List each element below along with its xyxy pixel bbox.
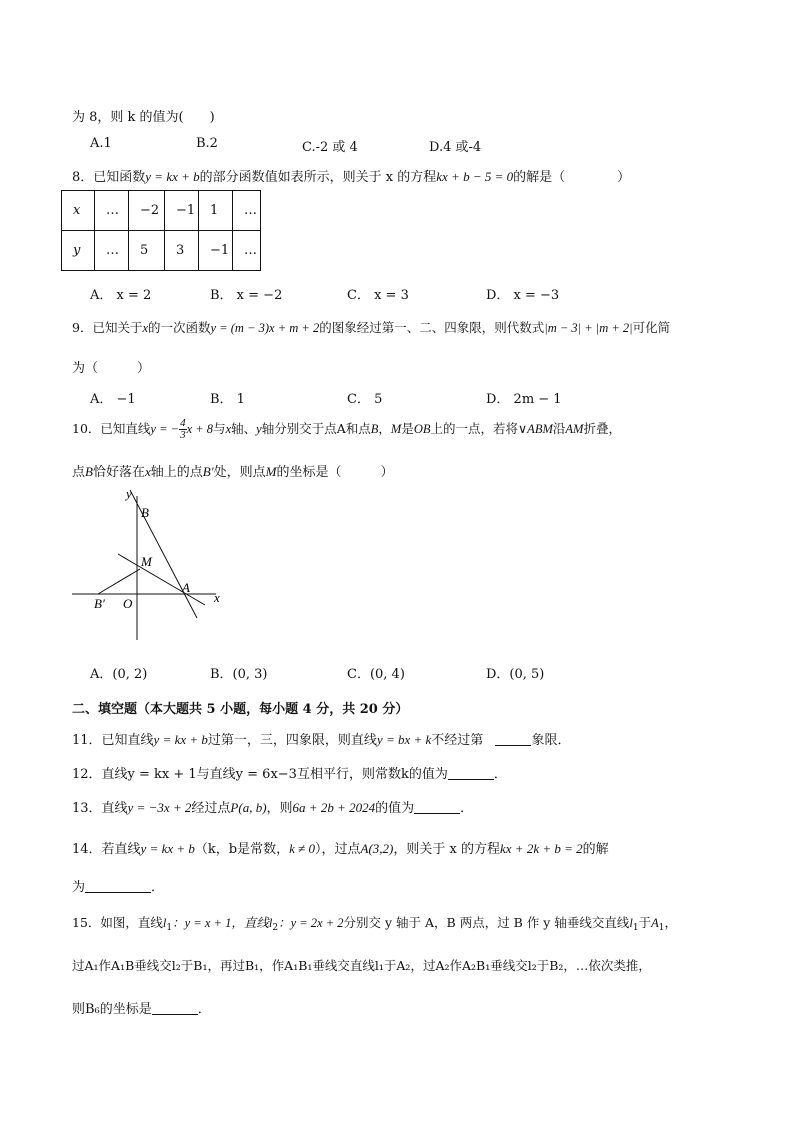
q10-option-d: D．(0, 5) [486, 667, 545, 682]
label-y: y [126, 486, 132, 501]
q7-option-a: A.1 [90, 136, 112, 151]
q7-tail: 为 8，则 k 的值为( ) [72, 110, 215, 125]
q8-function: y = kx + b [145, 169, 200, 184]
q15-stem: 15．如图，直线$l_1$：y = x + 1，直线$l_2$：y = 2x + 2分别交 y 轴于 A，B 两点，过 B 作 y 轴垂线交直线$l_1$于$A_1$， [72, 915, 677, 933]
q8-value-table [61, 190, 261, 271]
label-m: M [141, 554, 152, 569]
q7-option-d: D.4 或-4 [429, 140, 482, 155]
q14-stem-line2: 为 ． [72, 880, 165, 895]
q14-stem: 14．若直线y = kx + b（k，b是常数，k ≠ 0），过点A(3,2)，则关于 x 的方程kx + 2k + b = 2的解 [72, 841, 609, 857]
answer-blank[interactable] [152, 1002, 198, 1015]
q10-figure [66, 484, 236, 646]
answer-blank[interactable] [414, 801, 460, 814]
label-b: B [141, 505, 149, 520]
label-a: A [182, 580, 190, 595]
q12-stem: 12．直线y = kx + 1与直线y = 6x−3互相平行，则常数k的值为 ． [72, 767, 507, 782]
q10-option-a: A．(0, 2) [90, 667, 148, 682]
q9-stem-line2: 为（ ） [72, 361, 151, 376]
q15-stem-line2: 过A₁作A₁B垂线交l₂于B₁，再过B₁，作A₁B₁垂线交直线l₁于A₂，过A₂作A₂B₁垂线交l₂于B₂，…依次类推， [72, 958, 651, 973]
q8-option-a: A． x = 2 [90, 288, 152, 303]
q8-equation: kx + b − 5 = 0 [436, 169, 514, 184]
q10-stem-line2: 点B恰好落在x轴上的点B′处，则点M的坐标是（ ） [72, 464, 394, 480]
label-o: O [123, 596, 133, 611]
q8-option-c: C． x = 3 [347, 288, 409, 303]
q8-option-d: D． x = −3 [486, 288, 560, 303]
q10-option-c: C．(0, 4) [347, 667, 405, 682]
label-bp: B′ [94, 596, 105, 611]
answer-blank[interactable] [495, 733, 531, 746]
q9-expression: |m − 3| + |m + 2| [544, 321, 633, 335]
q11-stem: 11．已知直线y = kx + b过第一，三，四象限，则直线y = bx + k不经过第 象限． [72, 732, 571, 748]
q7-option-c: C.-2 或 4 [302, 140, 358, 155]
answer-blank[interactable] [448, 767, 494, 780]
table-row: y … 5 3 −1 … [62, 231, 261, 271]
q8-stem: 8．已知函数y = kx + b的部分函数值如表所示，则关于 x 的方程kx + b − 5 = 0的解是（ ） [72, 169, 631, 185]
q9-function: y = (m − 3)x + m + 2 [210, 321, 320, 335]
q9-stem: 9．已知关于x的一次函数y = (m − 3)x + m + 2的图象经过第一、二、四象限，则代数式|m − 3| + |m + 2|可化简 [72, 320, 671, 335]
q9-option-d: D． 2m − 1 [486, 392, 562, 407]
line-bpm [98, 569, 140, 594]
q7-option-b: B.2 [196, 136, 218, 151]
answer-blank[interactable] [85, 880, 151, 893]
table-row: x … −2 −1 1 … [62, 191, 261, 231]
section-title: 二、填空题（本大题共 5 小题，每小题 4 分，共 20 分） [72, 702, 409, 717]
q10-fraction: $\frac{4}{3}$ [180, 417, 186, 441]
q15-stem-line3: 则B₆的坐标是 ． [72, 1002, 211, 1017]
q13-stem: 13．直线y = −3x + 2经过点P(a, b)，则6a + 2b + 2024的值为 ． [72, 800, 474, 816]
label-x: x [214, 590, 220, 605]
q10-stem: 10．已知直线y = − $\frac{4}{3}$ x + 8与x轴、y轴分别交于点A和点B，M是OB上的一点，若将∨ABM沿AM折叠， [72, 417, 621, 441]
q9-option-a: A． −1 [90, 392, 136, 407]
q9-option-b: B． 1 [210, 392, 245, 407]
q8-option-b: B． x = −2 [210, 288, 283, 303]
q10-option-b: B．(0, 3) [210, 667, 268, 682]
q9-option-c: C． 5 [347, 392, 383, 407]
